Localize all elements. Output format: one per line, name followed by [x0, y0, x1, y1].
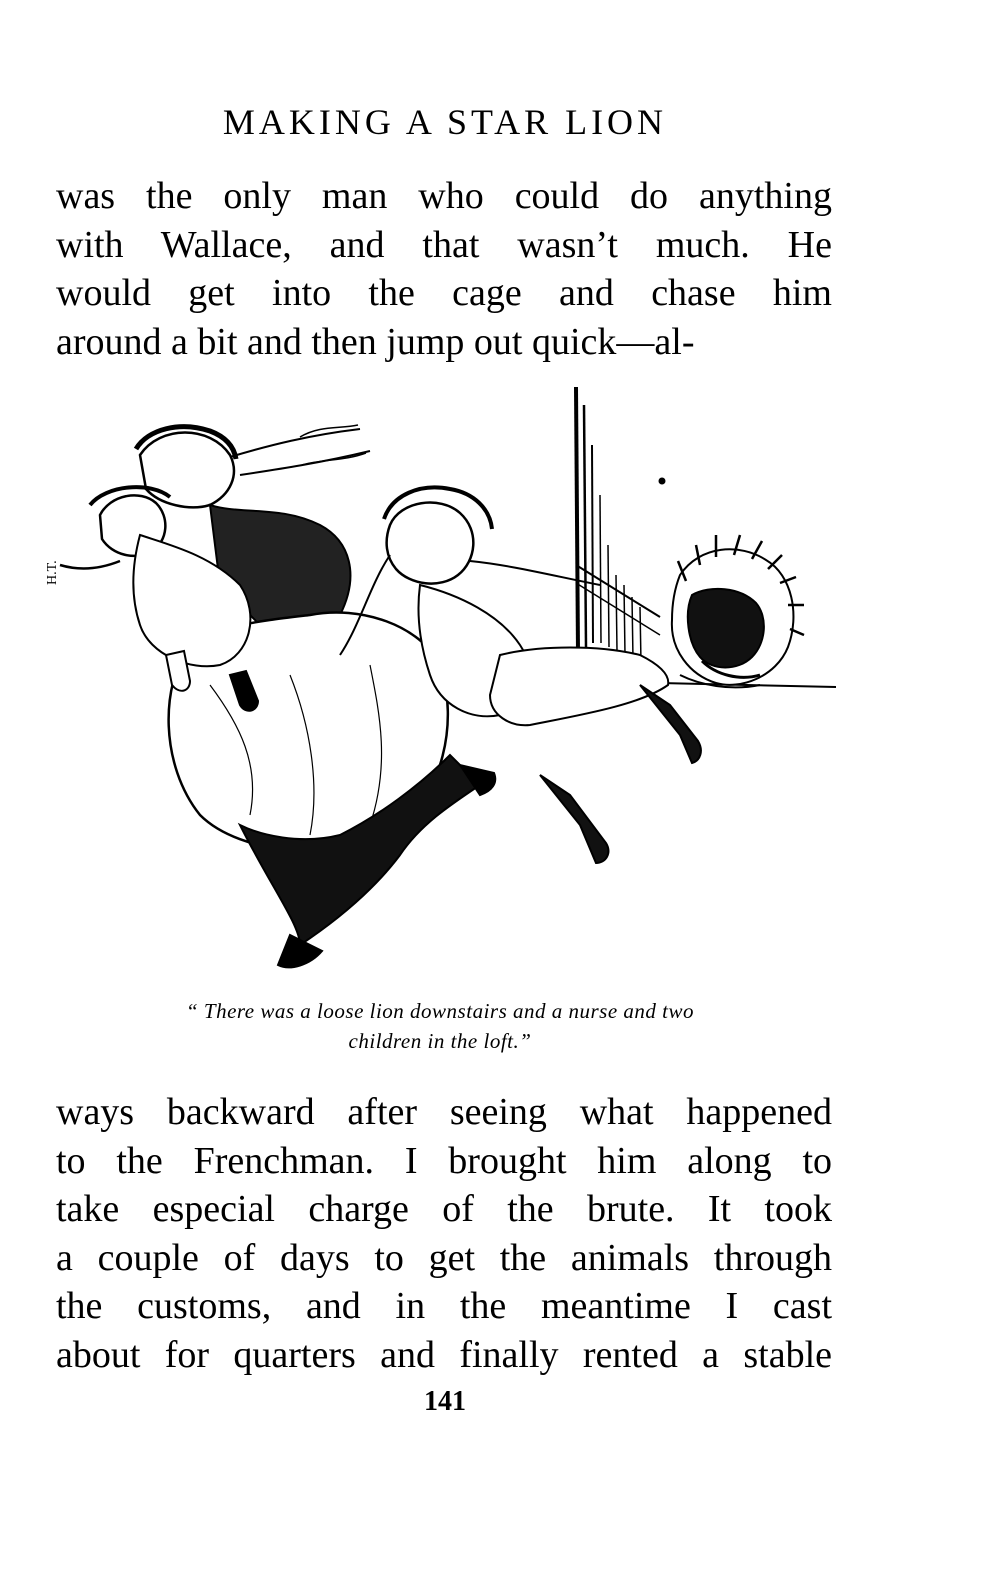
text-line: a couple of days to get the animals through: [56, 1236, 832, 1279]
caption-line: children in the loft.”: [348, 1029, 532, 1053]
text-line: the customs, and in the meantime I cast: [56, 1285, 832, 1328]
body-text-top: [56, 172, 832, 366]
page-number: 141: [424, 1386, 466, 1417]
text-line: to the Frenchman. I brought him along to: [56, 1139, 832, 1182]
caption-line: “ There was a loose lion downstairs and a nurse and two: [185, 999, 695, 1023]
text-line: would get into the cage and chase him: [56, 272, 832, 315]
text-line: with Wallace, and that wasn’t much. He: [56, 223, 832, 266]
text-line: about for quarters and finally rented a stable: [56, 1333, 832, 1376]
text-line: was the only man who could do anything: [56, 175, 832, 217]
artist-signature: H.T.: [45, 560, 60, 585]
body-text-bottom: [56, 1088, 832, 1380]
lion-head: [672, 535, 804, 687]
text-line: ways backward after seeing what happened: [56, 1091, 832, 1133]
illustration-caption: [40, 996, 840, 1056]
illustration-nurse-children-lion: [40, 385, 840, 975]
text-line: take especial charge of the brute. It took: [56, 1188, 832, 1231]
running-head: MAKING A STAR LION: [222, 102, 668, 142]
text-line: around a bit and then jump out quick—al-: [56, 320, 695, 363]
